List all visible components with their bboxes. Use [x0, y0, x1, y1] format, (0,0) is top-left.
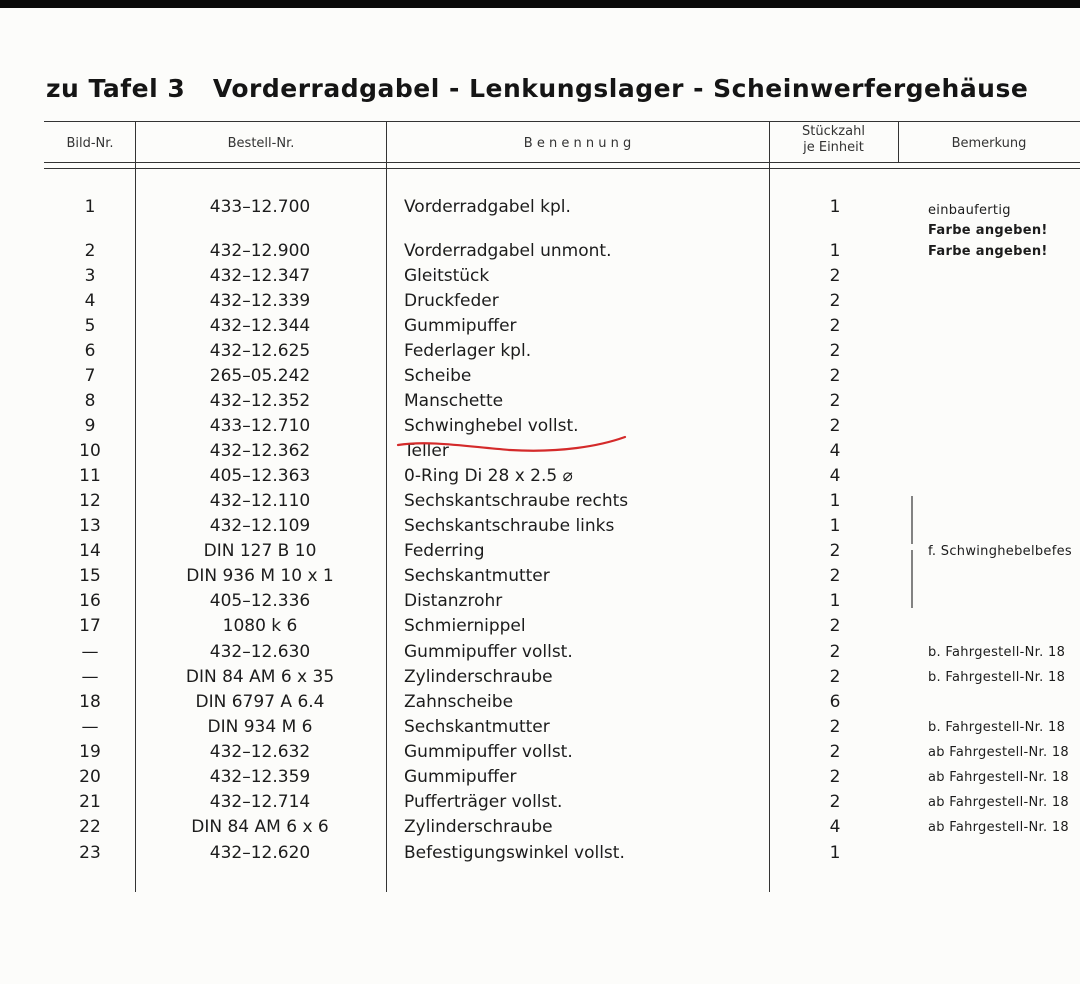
cell-benennung: Gummipuffer vollst.: [404, 742, 573, 762]
cell-benennung: Schmiernippel: [404, 616, 526, 636]
cell-bild-nr: —: [81, 642, 99, 662]
cell-benennung: Federring: [404, 541, 485, 561]
header-bild-nr: Bild-Nr.: [66, 136, 114, 151]
cell-stueckzahl: 2: [829, 366, 841, 386]
cell-benennung: Zylinderschraube: [404, 667, 553, 687]
column-divider-2: [386, 122, 387, 892]
cell-bemerkung: Farbe angeben!: [928, 223, 1048, 238]
cell-bestell-nr: 1080 k 6: [222, 616, 298, 636]
cell-stueckzahl: 2: [829, 266, 841, 286]
cell-stueckzahl: 1: [829, 197, 841, 217]
cell-bestell-nr: 433–12.700: [209, 197, 311, 217]
cell-benennung: Vorderradgabel unmont.: [404, 241, 612, 261]
cell-stueckzahl: 6: [829, 692, 841, 712]
cell-bestell-nr: 405–12.363: [209, 466, 311, 486]
cell-bild-nr: —: [81, 667, 99, 687]
cell-benennung: Sechskantschraube links: [404, 516, 615, 536]
cell-bild-nr: 8: [84, 391, 96, 411]
header-je-einheit: je Einheit: [803, 140, 864, 155]
cell-bild-nr: 18: [79, 692, 101, 712]
cell-bemerkung: ab Fahrgestell-Nr. 18: [928, 820, 1069, 835]
cell-benennung: Distanzrohr: [404, 591, 503, 611]
cell-benennung: Schwinghebel vollst.: [404, 416, 579, 436]
cell-bemerkung: ab Fahrgestell-Nr. 18: [928, 745, 1069, 760]
cell-bemerkung: ab Fahrgestell-Nr. 18: [928, 770, 1069, 785]
cell-bestell-nr: 432–12.620: [209, 843, 311, 863]
cell-bestell-nr: DIN 84 AM 6 x 6: [191, 817, 329, 837]
cell-stueckzahl: 4: [829, 466, 841, 486]
cell-bemerkung: b. Fahrgestell-Nr. 18: [928, 645, 1066, 660]
cell-stueckzahl: 1: [829, 516, 841, 536]
header-stueckzahl: Stückzahl: [802, 124, 865, 139]
cell-benennung: Pufferträger vollst.: [404, 792, 563, 812]
cell-stueckzahl: 2: [829, 541, 841, 561]
cell-bestell-nr: 432–12.110: [209, 491, 311, 511]
cell-stueckzahl: 2: [829, 792, 841, 812]
cell-bild-nr: 23: [79, 843, 101, 863]
cell-benennung: Zahnscheibe: [404, 692, 514, 712]
cell-stueckzahl: 2: [829, 341, 841, 361]
cell-stueckzahl: 1: [829, 491, 841, 511]
cell-bestell-nr: 432–12.632: [209, 742, 311, 762]
cell-bild-nr: 19: [79, 742, 101, 762]
column-divider-1: [135, 122, 136, 892]
header-underline: [44, 168, 1080, 169]
cell-stueckzahl: 2: [829, 566, 841, 586]
cell-bestell-nr: DIN 6797 A 6.4: [195, 692, 325, 712]
cell-benennung: Gummipuffer: [404, 316, 517, 336]
cell-bild-nr: 15: [79, 566, 101, 586]
cell-bestell-nr: 265–05.242: [209, 366, 311, 386]
cell-stueckzahl: 2: [829, 667, 841, 687]
cell-bild-nr: 10: [79, 441, 101, 461]
header-bestell-nr: Bestell-Nr.: [227, 136, 295, 151]
cell-bestell-nr: 432–12.630: [209, 642, 311, 662]
cell-bild-nr: 3: [84, 266, 96, 286]
row-group-bracket: [908, 494, 920, 614]
cell-stueckzahl: 2: [829, 767, 841, 787]
cell-bestell-nr: DIN 934 M 6: [207, 717, 313, 737]
cell-benennung: Gummipuffer vollst.: [404, 642, 573, 662]
cell-stueckzahl: 1: [829, 843, 841, 863]
cell-bestell-nr: 432–12.352: [209, 391, 311, 411]
cell-stueckzahl: 4: [829, 817, 841, 837]
cell-bemerkung: einbaufertig: [928, 203, 1011, 218]
cell-benennung: Teller: [404, 441, 449, 461]
cell-bestell-nr: 432–12.109: [209, 516, 311, 536]
cell-stueckzahl: 2: [829, 416, 841, 436]
cell-bestell-nr: DIN 84 AM 6 x 35: [185, 667, 335, 687]
cell-stueckzahl: 2: [829, 642, 841, 662]
cell-bemerkung: ab Fahrgestell-Nr. 18: [928, 795, 1069, 810]
header-benennung: B e n e n n u n g: [523, 136, 632, 151]
cell-bemerkung: b. Fahrgestell-Nr. 18: [928, 670, 1066, 685]
cell-benennung: Manschette: [404, 391, 504, 411]
cell-bild-nr: 4: [84, 291, 96, 311]
cell-benennung: Befestigungswinkel vollst.: [404, 843, 625, 863]
cell-benennung: Vorderradgabel kpl.: [404, 197, 571, 217]
cell-bild-nr: 11: [79, 466, 101, 486]
cell-bild-nr: 12: [79, 491, 101, 511]
cell-benennung: Sechskantmutter: [404, 717, 550, 737]
cell-bestell-nr: 432–12.362: [209, 441, 311, 461]
cell-bestell-nr: 432–12.339: [209, 291, 311, 311]
cell-bild-nr: —: [81, 717, 99, 737]
cell-bestell-nr: 432–12.347: [209, 266, 311, 286]
cell-bild-nr: 14: [79, 541, 101, 561]
cell-benennung: Gummipuffer: [404, 767, 517, 787]
cell-bestell-nr: 432–12.714: [209, 792, 311, 812]
cell-bestell-nr: 433–12.710: [209, 416, 311, 436]
cell-stueckzahl: 2: [829, 717, 841, 737]
cell-bild-nr: 13: [79, 516, 101, 536]
cell-bestell-nr: DIN 127 B 10: [203, 541, 317, 561]
cell-benennung: 0-Ring Di 28 x 2.5 ⌀: [404, 466, 573, 486]
cell-benennung: Scheibe: [404, 366, 472, 386]
cell-bild-nr: 2: [84, 241, 96, 261]
cell-benennung: Federlager kpl.: [404, 341, 532, 361]
page-title: zu Tafel 3 Vorderradgabel - Lenkungslager - Scheinwerfergehäuse: [46, 74, 1029, 103]
top-dark-bar: [0, 0, 1080, 8]
cell-bestell-nr: 432–12.625: [209, 341, 311, 361]
cell-bestell-nr: 432–12.900: [209, 241, 311, 261]
cell-bestell-nr: 432–12.344: [209, 316, 311, 336]
cell-stueckzahl: 2: [829, 316, 841, 336]
cell-benennung: Druckfeder: [404, 291, 499, 311]
cell-bild-nr: 9: [84, 416, 96, 436]
cell-benennung: Zylinderschraube: [404, 817, 553, 837]
cell-stueckzahl: 2: [829, 742, 841, 762]
cell-stueckzahl: 1: [829, 241, 841, 261]
cell-bemerkung: Farbe angeben!: [928, 244, 1048, 259]
cell-bild-nr: 16: [79, 591, 101, 611]
cell-benennung: Sechskantmutter: [404, 566, 550, 586]
cell-stueckzahl: 2: [829, 616, 841, 636]
cell-bild-nr: 17: [79, 616, 101, 636]
cell-bestell-nr: 405–12.336: [209, 591, 311, 611]
cell-bild-nr: 20: [79, 767, 101, 787]
cell-stueckzahl: 2: [829, 391, 841, 411]
cell-stueckzahl: 1: [829, 591, 841, 611]
cell-bestell-nr: 432–12.359: [209, 767, 311, 787]
cell-bild-nr: 21: [79, 792, 101, 812]
cell-benennung: Gleitstück: [404, 266, 490, 286]
cell-stueckzahl: 2: [829, 291, 841, 311]
cell-bild-nr: 7: [84, 366, 96, 386]
cell-bild-nr: 6: [84, 341, 96, 361]
cell-bestell-nr: DIN 936 M 10 x 1: [186, 566, 334, 586]
cell-bemerkung: b. Fahrgestell-Nr. 18: [928, 720, 1066, 735]
table-top-rule: [44, 121, 1080, 122]
cell-benennung: Sechskantschraube rechts: [404, 491, 629, 511]
header-bemerkung: Bemerkung: [951, 136, 1027, 151]
cell-bemerkung: f. Schwinghebelbefes: [928, 544, 1072, 559]
cell-bild-nr: 1: [84, 197, 96, 217]
header-bottom-rule: [44, 162, 1080, 163]
cell-bild-nr: 5: [84, 316, 96, 336]
cell-bild-nr: 22: [79, 817, 101, 837]
cell-stueckzahl: 4: [829, 441, 841, 461]
column-divider-3: [769, 122, 770, 892]
